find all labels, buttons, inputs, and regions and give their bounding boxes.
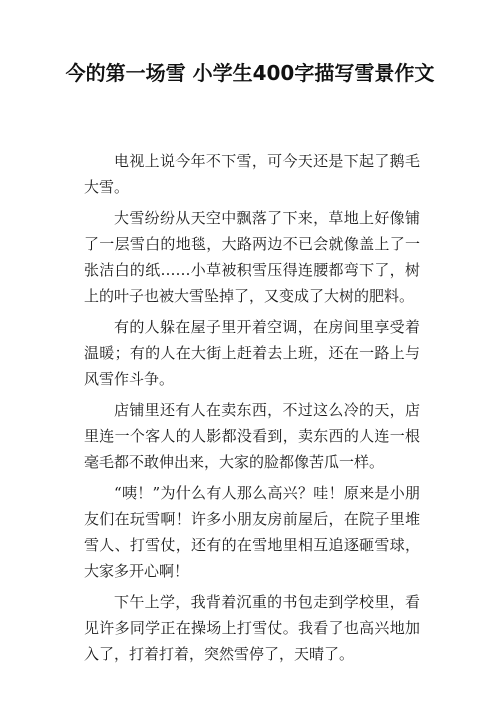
- paragraph-1: 电视上说今年不下雪，可今天还是下起了鹅毛大雪。: [84, 152, 420, 196]
- paragraph-5: “咦！”为什么有人那么高兴？哇！原来是小朋友们在玩雪啊！许多小朋友房前屋后，在院子里堆雪人、打雪仗，还有的在雪地里相互追逐砸雪球，大家多开心啊！: [84, 484, 420, 580]
- paragraph-6: 下午上学，我背着沉重的书包走到学校里，看见许多同学正在操场上打雪仗。我看了也高兴地加入了，打着打着，突然雪停了，天晴了。: [84, 593, 420, 663]
- paragraph-3: 有的人躲在屋子里开着空调，在房间里享受着温暖；有的人在大街上赶着去上班，还在一路上与风雪作斗争。: [84, 318, 420, 388]
- article-title: 今的第一场雪 小学生400字描写雪景作文: [65, 61, 435, 85]
- article-body: [84, 148, 420, 672]
- paragraph-2: 大雪纷纷从天空中飘落了下来，草地上好像铺了一层雪白的地毯，大路两边不已会就像盖上了一张洁白的纸……小草被积雪压得连腰都弯下了，树上的叶子也被大雪坠掉了，又变成了大树的肥料。: [84, 209, 420, 305]
- paragraph-4: 店铺里还有人在卖东西，不过这么冷的天，店里连一个客人的人影都没看到，卖东西的人连一根毫毛都不敢伸出来，大家的脸都像苦瓜一样。: [84, 401, 420, 471]
